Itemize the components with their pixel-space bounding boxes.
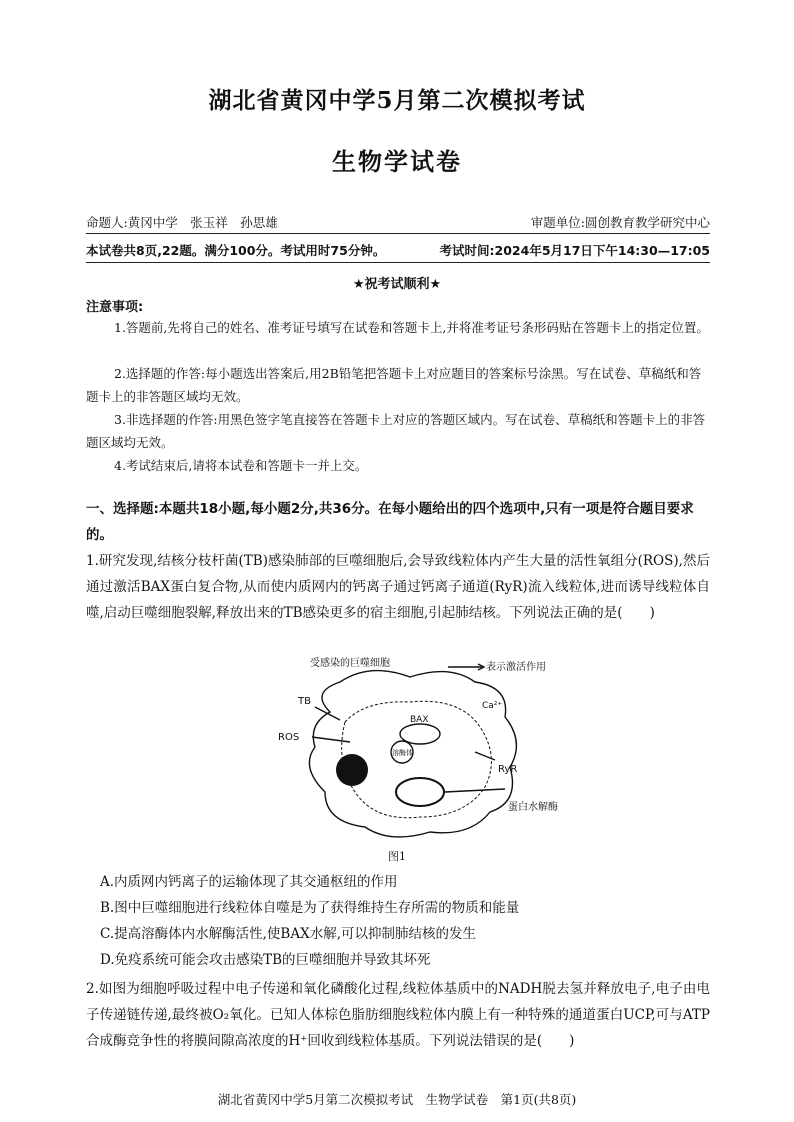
label-ros: ROS xyxy=(278,732,300,743)
authors: 命题人:黄冈中学 张玉祥 孙思雄 xyxy=(86,215,278,230)
paper-info: 本试卷共8页,22题。满分100分。考试用时75分钟。 xyxy=(86,243,386,258)
page-footer: 湖北省黄冈中学5月第二次模拟考试 生物学试卷 第1页(共8页) xyxy=(217,1092,577,1107)
nucleus xyxy=(336,754,368,786)
section-heading: 一、选择题:本题共18小题,每小题2分,共36分。在每小题给出的四个选项中,只有一项是符合题目要求的。 xyxy=(86,501,694,543)
question-1-stem: 1.研究发现,结核分枝杆菌(TB)感染肺部的巨噬细胞后,会导致线粒体内产生大量的活性氧组分(ROS),然后通过激活BAX蛋白复合物,从而使内质网内的钙离子通过钙离子通道(RyR)流入线粒体,进而诱导线粒体自噬,启动巨噬细胞裂解,释放出来的TB感染更多的宿主细胞,引起肺结核。下列说法正确的是( ) xyxy=(86,553,710,621)
figure-1-cell-diagram xyxy=(270,652,570,852)
ros-pointer xyxy=(312,737,350,742)
protease-pointer xyxy=(445,789,505,792)
author-row xyxy=(86,213,710,231)
good-luck: ★祝考试顺利★ xyxy=(352,277,442,292)
q1-option-c: C.提高溶酶体内水解酶活性,使BAX水解,可以抑制肺结核的发生 xyxy=(100,926,477,942)
label-ca: Ca²⁺ xyxy=(482,701,503,711)
review-unit: 审题单位:圆创教育教学研究中心 xyxy=(530,215,710,230)
label-lysosome: 溶酶体 xyxy=(392,749,413,757)
mitochondria-cluster xyxy=(396,778,444,806)
q1-option-d: D.免疫系统可能会攻击感染TB的巨噬细胞并导致其坏死 xyxy=(100,952,431,968)
exam-time: 考试时间:2024年5月17日下午14:30—17:05 xyxy=(439,243,710,258)
divider-bottom xyxy=(86,262,710,263)
notes-heading: 注意事项: xyxy=(86,300,144,315)
divider-top xyxy=(86,233,710,234)
label-protease: 蛋白水解酶 xyxy=(508,802,558,813)
ryr-pointer xyxy=(475,752,495,760)
q1-option-a: A.内质网内钙离子的运输体现了其交通枢纽的作用 xyxy=(100,874,398,890)
figure-caption: 图1 xyxy=(388,850,406,863)
note-1: 1.答题前,先将自己的姓名、准考证号填写在试卷和答题卡上,并将准考证号条形码贴在答题卡上的指定位置。 xyxy=(114,320,709,335)
label-infected: 受感染的巨噬细胞 xyxy=(310,658,390,669)
note-4: 4.考试结束后,请将本试卷和答题卡一并上交。 xyxy=(114,458,368,473)
q1-option-b: B.图中巨噬细胞进行线粒体自噬是为了获得维持生存所需的物质和能量 xyxy=(100,900,520,916)
exam-title: 湖北省黄冈中学5月第二次模拟考试 xyxy=(208,87,586,114)
mitochondrion xyxy=(400,724,440,744)
label-ryr: RyR xyxy=(498,764,518,775)
label-bax: BAX xyxy=(410,715,429,725)
label-tb: TB xyxy=(298,696,311,707)
label-legend: 表示激活作用 xyxy=(486,662,546,673)
note-3: 3.非选择题的作答:用黑色签字笔直接答在答题卡上对应的答题区域内。写在试卷、草稿纸和答题卡上的非答题区域均无效。 xyxy=(86,412,706,450)
question-2-stem: 2.如图为细胞呼吸过程中电子传递和氧化磷酸化过程,线粒体基质中的NADH脱去氢并释放电子,电子由电子传递链传递,最终被O₂氧化。已知人体棕色脂肪细胞线粒体内膜上有一种特殊的通道蛋白UCP,可与ATP合成酶竞争性的将膜间隙高浓度的H⁺回收到线粒体基质。下列说法错误的是( ) xyxy=(86,981,710,1049)
note-2: 2.选择题的作答:每小题选出答案后,用2B铅笔把答题卡上对应题目的答案标号涂黑。写在试卷、草稿纸和答题卡上的非答题区域均无效。 xyxy=(86,366,702,404)
info-row xyxy=(86,241,710,259)
subject-title: 生物学试卷 xyxy=(332,148,462,176)
